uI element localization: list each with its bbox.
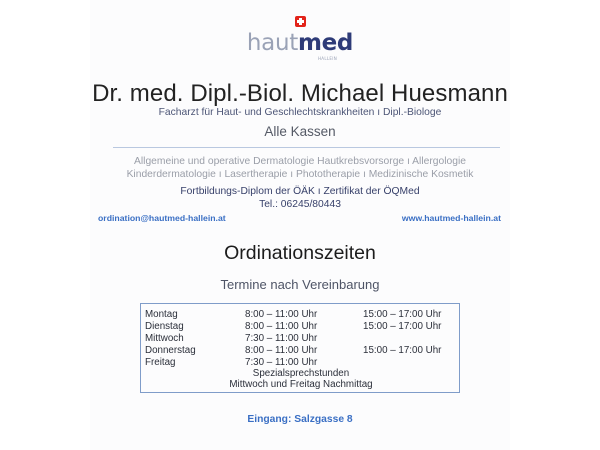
services-line-1: Allgemeine und operative Dermatologie Hautkrebsvorsorge ı Allergologie xyxy=(134,156,466,167)
hours-morning: 8:00 – 11:00 Uhr xyxy=(245,345,318,356)
phone-number: Tel.: 06245/80443 xyxy=(259,199,341,210)
hours-day: Donnerstag xyxy=(145,345,196,356)
insurance-note: Alle Kassen xyxy=(264,124,336,139)
hours-row-thursday xyxy=(141,345,461,357)
diploma-text: Fortbildungs-Diplom der ÖÄK ı Zertifikat der ÖQMed xyxy=(180,186,420,197)
special-hours-times: Mittwoch und Freitag Nachmittag xyxy=(229,379,373,390)
specialty: Facharzt für Haut- und Geschlechtskrankheiten ı Dipl.-Biologe xyxy=(158,107,442,118)
entrance-address: Eingang: Salzgasse 8 xyxy=(247,414,353,425)
hours-table xyxy=(140,303,460,393)
hours-day: Mittwoch xyxy=(145,333,184,344)
hours-day: Freitag xyxy=(145,357,176,368)
divider xyxy=(113,147,500,148)
hours-afternoon: 15:00 – 17:00 Uhr xyxy=(363,321,442,332)
hours-day: Dienstag xyxy=(145,321,184,332)
hours-row-wednesday xyxy=(141,333,461,345)
special-hours-title: Spezialsprechstunden xyxy=(252,368,350,379)
credentials xyxy=(0,185,600,211)
hours-morning: 8:00 – 11:00 Uhr xyxy=(245,309,318,320)
logo-text-light: haut xyxy=(246,30,298,56)
hours-afternoon: 15:00 – 17:00 Uhr xyxy=(363,345,442,356)
doctor-name: Dr. med. Dipl.-Biol. Michael Huesmann xyxy=(92,80,508,107)
email-link[interactable]: ordination@hautmed-hallein.at xyxy=(98,213,226,223)
logo-subtitle: HALLEIN xyxy=(318,56,338,61)
hours-afternoon: 15:00 – 17:00 Uhr xyxy=(363,309,442,320)
logo-text-bold: med xyxy=(297,30,354,56)
website-link[interactable]: www.hautmed-hallein.at xyxy=(401,213,501,223)
hours-row-tuesday xyxy=(141,321,461,333)
swiss-flag-icon xyxy=(295,16,306,27)
services-line-2: Kinderdermatologie ı Lasertherapie ı Phototherapie ı Medizinische Kosmetik xyxy=(126,169,474,180)
appointment-note: Termine nach Vereinbarung xyxy=(220,277,380,292)
hours-day: Montag xyxy=(145,309,178,320)
hours-row-monday xyxy=(141,309,461,321)
logo[interactable] xyxy=(0,30,600,56)
hours-title: Ordinationszeiten xyxy=(224,242,376,264)
hours-morning: 8:00 – 11:00 Uhr xyxy=(245,321,318,332)
services-list xyxy=(0,155,600,181)
hours-morning: 7:30 – 11:00 Uhr xyxy=(245,357,318,368)
hours-morning: 7:30 – 11:00 Uhr xyxy=(245,333,318,344)
